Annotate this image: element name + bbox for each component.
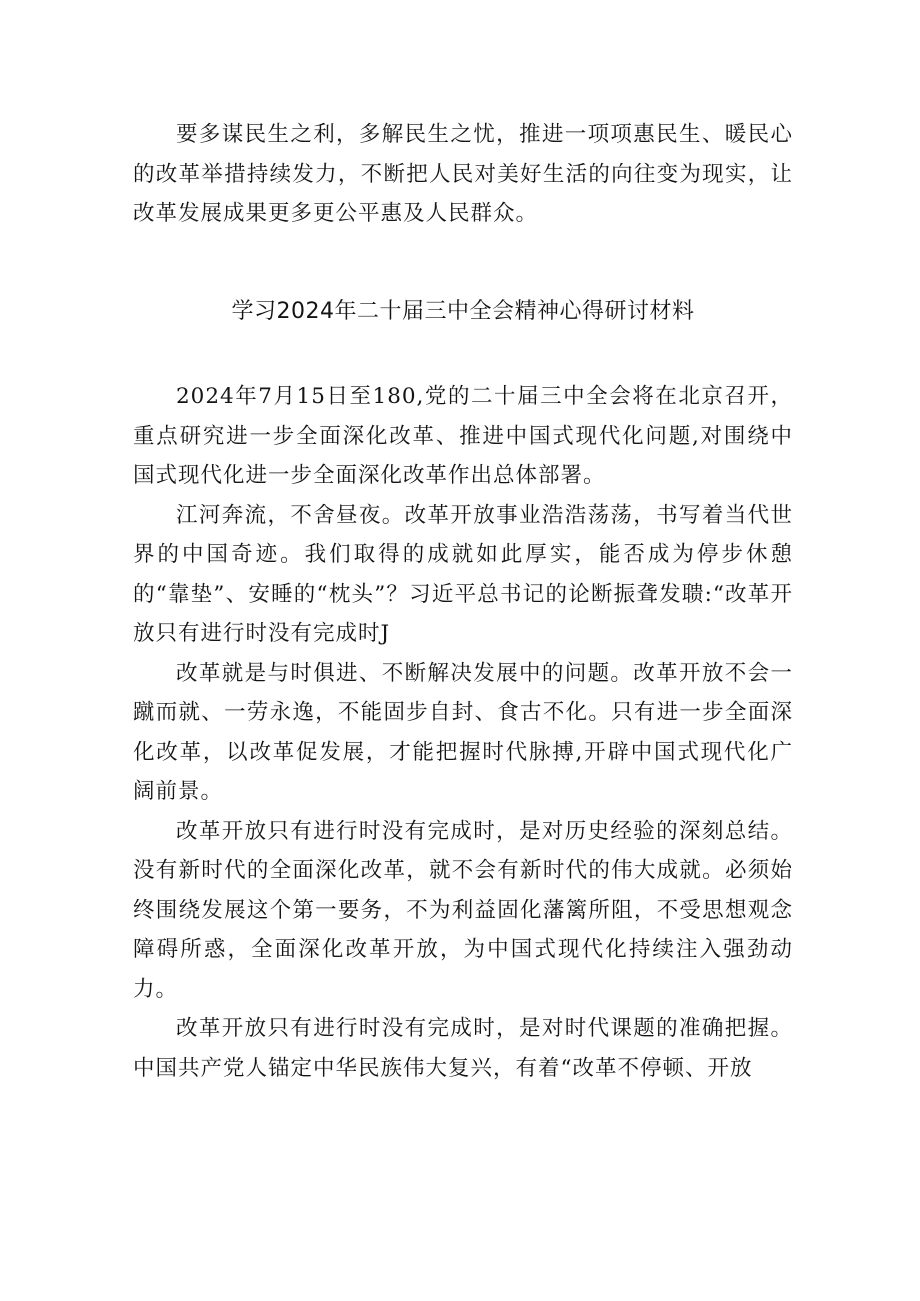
document-title: 学习2024年二十届三中全会精神心得研讨材料 [231,299,695,324]
paragraph-5: 改革开放只有进行时没有完成时，是对时代课题的准确把握。中国共产党人锚定中华民族伟大复兴，有着“改革不停顿、开放 [133,1016,793,1081]
intro-paragraph: 要多谋民生之利，多解民生之忧，推进一项项惠民生、暖民心的改革举措持续发力，不断把人民对美好生活的向往变为现实，让改革发展成果更多更公平惠及人民群众。 [133,122,793,226]
paragraph-4: 改革开放只有进行时没有完成时，是对历史经验的深刻总结。没有新时代的全面深化改革，就不会有新时代的伟大成就。必须始终围绕发展这个第一要务，不为利益固化藩篱所阻，不受思想观念障碍所惑，全面深化改革开放，为中国式现代化持续注入强劲动力。 [133,818,793,1002]
paragraph-2: 江河奔流，不舍昼夜。改革开放事业浩浩荡荡，书写着当代世界的中国奇迹。我们取得的成就如此厚实，能否成为停步休憩的“靠垫”、安睡的“枕头”？习近平总书记的论断振聋发聩:“改革开放只有进行时没有完成时J [133,502,793,646]
body-text [133,377,793,1088]
paragraph-1: 2024年7月15日至180,党的二十届三中全会将在北京召开，重点研究进一步全面深化改革、推进中国式现代化问题,对围绕中国式现代化进一步全面深化改革作出总体部署。 [133,384,793,488]
intro-block [133,115,793,234]
paragraph-3: 改革就是与时俱进、不断解决发展中的问题。改革开放不会一蹴而就、一劳永逸，不能固步自封、食古不化。只有进一步全面深化改革，以改革促发展，才能把握时代脉搏,开辟中国式现代化广阔前景。 [133,660,793,804]
